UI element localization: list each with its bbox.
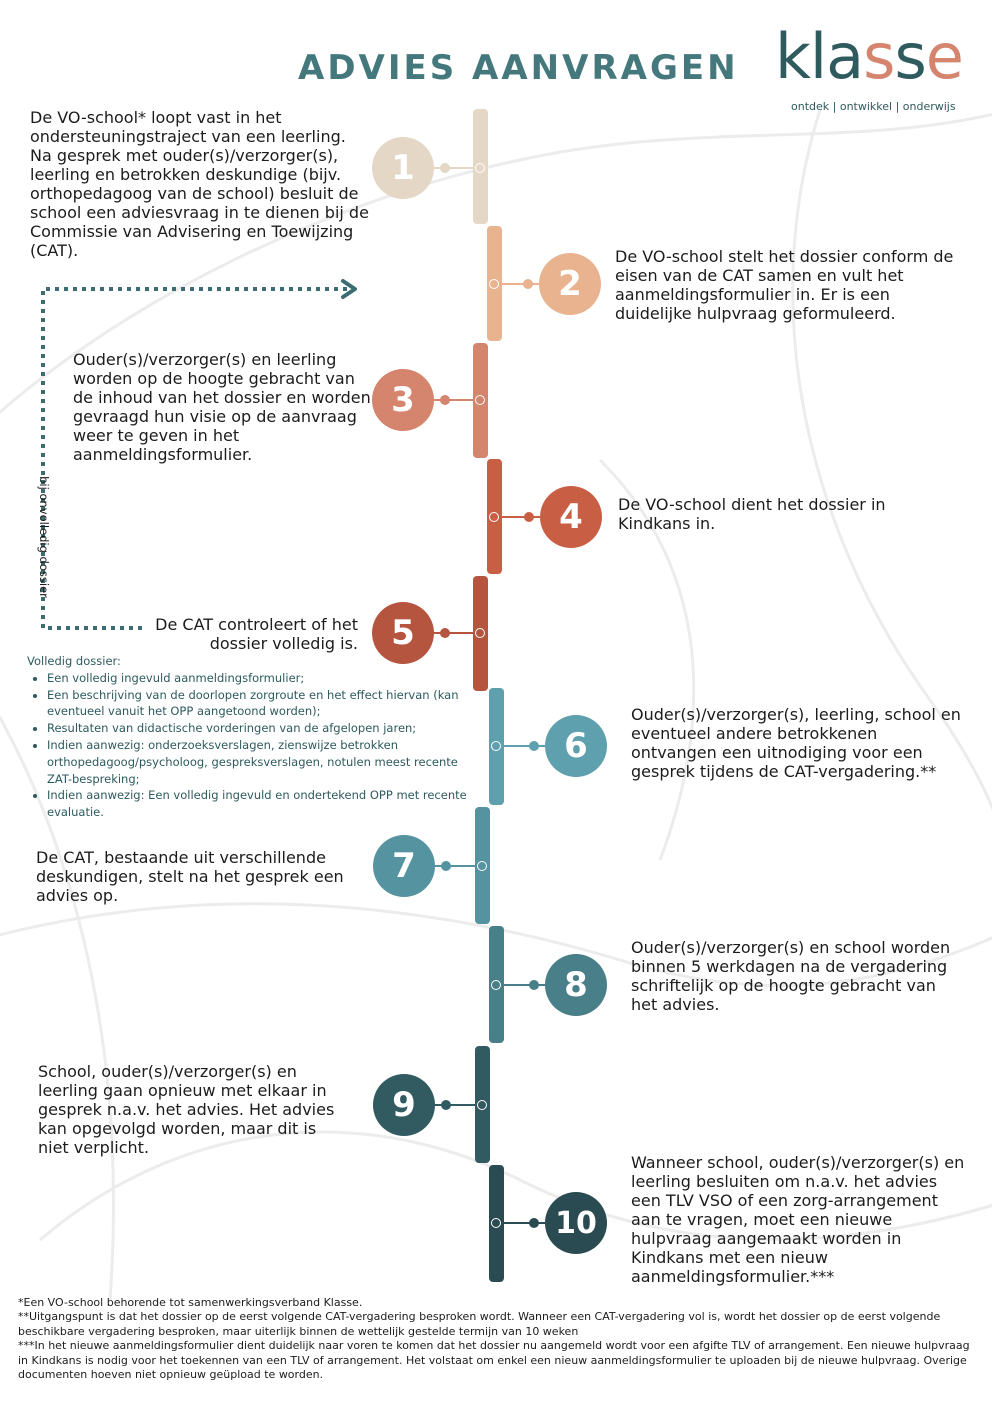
step-6-text: Ouder(s)/verzorger(s), leerling, school en eventueel andere betrokkenen ontvangen een uitnodiging voor een gesprek tijdens de CAT-vergadering.**: [631, 705, 961, 781]
connector-dot: [440, 395, 450, 405]
connector-dot: [524, 512, 534, 522]
step-3-text: Ouder(s)/verzorger(s) en leerling worden op de hoogte gebracht van de inhoud van het dossier en worden gevraagd hun visie op de aanvraag weer te geven in het aanmeldingsformulier.: [73, 350, 371, 464]
bar-ring-marker: [475, 163, 485, 173]
checklist-item: • Een beschrijving van de doorlopen zorgroute en het effect hiervan (kan eventueel vanuit het OPP aangetoond worden);: [47, 687, 467, 721]
connector-dot: [523, 279, 533, 289]
step-4-number: 4: [540, 486, 602, 548]
page-title: ADVIES AANVRAGEN: [298, 48, 739, 88]
checklist-item: • Indien aanwezig: onderzoeksverslagen, zienswijze betrokken orthopedagoog/psycholoog, gespreksverslagen, notulen meest recente ZAT-bespreking;: [47, 737, 467, 787]
footnote-3: ***In het nieuwe aanmeldingsformulier dient duidelijk naar voren te komen dat het dossier nu aangemeld wordt voor een afgifte TLV of arrangement. Een nieuwe hulpvraag in Kindkans is nodig voor het toekennen van een TLV of arrangement. Het volstaat om enkel een nieuw aanmeldingsformulier te uploaden bij de nieuwe hulpvraag. Overige documenten hoeven niet opnieuw geüpload te worden.: [18, 1339, 970, 1382]
step-4-text: De VO-school dient het dossier in Kindkans in.: [618, 495, 886, 533]
bar-ring-marker: [491, 980, 501, 990]
step-10-text: Wanneer school, ouder(s)/verzorger(s) en leerling besluiten om n.a.v. het advies een TLV VSO of een zorg-arrangement aan te vragen, moet een nieuwe hulpvraag aangemaakt worden in Kindkans met een nieuw aanmeldingsformulier.***: [631, 1153, 965, 1286]
bar-ring-marker: [489, 512, 499, 522]
incomplete-loop-arrow: [30, 278, 370, 638]
footnotes: [18, 1296, 978, 1382]
bar-ring-marker: [491, 741, 501, 751]
step-3-number: 3: [372, 369, 434, 431]
bar-ring-marker: [477, 861, 487, 871]
checklist-heading: Volledig dossier:: [27, 654, 121, 668]
connector-dot: [529, 741, 539, 751]
checklist-item: • Een volledig ingevuld aanmeldingsformulier;: [47, 670, 467, 687]
step-5-number: 5: [372, 602, 434, 664]
bar-ring-marker: [489, 279, 499, 289]
connector-dot: [441, 1100, 451, 1110]
step-9-number: 9: [373, 1074, 435, 1136]
step-7-text: De CAT, bestaande uit verschillende deskundigen, stelt na het gesprek een advies op.: [36, 848, 344, 905]
connector-dot: [441, 861, 451, 871]
connector-dot: [529, 1218, 539, 1228]
step-1-number: 1: [372, 137, 434, 199]
step-2-text: De VO-school stelt het dossier conform de eisen van de CAT samen en vult het aanmeldingsformulier in. Er is een duidelijke hulpvraag geformuleerd.: [615, 247, 954, 323]
connector-dot: [440, 163, 450, 173]
complete-dossier-checklist: [27, 653, 467, 821]
bar-ring-marker: [475, 395, 485, 405]
connector-dot: [529, 980, 539, 990]
bar-ring-marker: [491, 1218, 501, 1228]
checklist-item: • Resultaten van didactische vorderingen van de afgelopen jaren;: [47, 720, 467, 737]
step-8-text: Ouder(s)/verzorger(s) en school worden binnen 5 werkdagen na de vergadering schriftelijk op de hoogte gebracht van het advies.: [631, 938, 951, 1014]
step-1-text: De VO-school* loopt vast in het ondersteuningstraject van een leerling. Na gesprek met ouder(s)/verzorger(s), leerling en betrokken deskundige (bijv. orthopedagoog van de school) besluit de school een adviesvraag in te dienen bij de Commissie van Advisering en Toewijzing (CAT).: [30, 108, 369, 260]
step-2-number: 2: [539, 253, 601, 315]
step-8-number: 8: [545, 954, 607, 1016]
step-7-number: 7: [373, 835, 435, 897]
logo-wordmark: klasse: [775, 20, 963, 93]
step-10-number: 10: [545, 1192, 607, 1254]
klasse-logo: [775, 22, 975, 117]
checklist-items: [27, 670, 467, 821]
logo-tagline: ontdek | ontwikkel | onderwijs: [791, 100, 956, 113]
bar-ring-marker: [475, 628, 485, 638]
checklist-item: • Indien aanwezig: Een volledig ingevuld en ondertekend OPP met recente evaluatie.: [47, 787, 467, 821]
footnote-2: **Uitgangspunt is dat het dossier op de eerst volgende CAT-vergadering besproken wordt. Wanneer een CAT-vergadering vol is, wordt het dossier op de eerst volgende beschikbare vergadering besproken, maar uiterlijk binnen de wettelijk gestelde termijn van 10 weken: [18, 1310, 941, 1338]
footnote-1: *Een VO-school behorende tot samenwerkingsverband Klasse.: [18, 1296, 363, 1309]
step-6-number: 6: [545, 715, 607, 777]
step-5-text: De CAT controleert of het dossier volledig is.: [155, 615, 358, 653]
step-9-text: School, ouder(s)/verzorger(s) en leerling gaan opnieuw met elkaar in gesprek n.a.v. het advies. Het advies kan opgevolgd worden, maar dit is niet verplicht.: [38, 1062, 335, 1157]
bar-ring-marker: [477, 1100, 487, 1110]
connector-dot: [440, 628, 450, 638]
loop-label: bij onvolledig dossier: [37, 476, 51, 598]
